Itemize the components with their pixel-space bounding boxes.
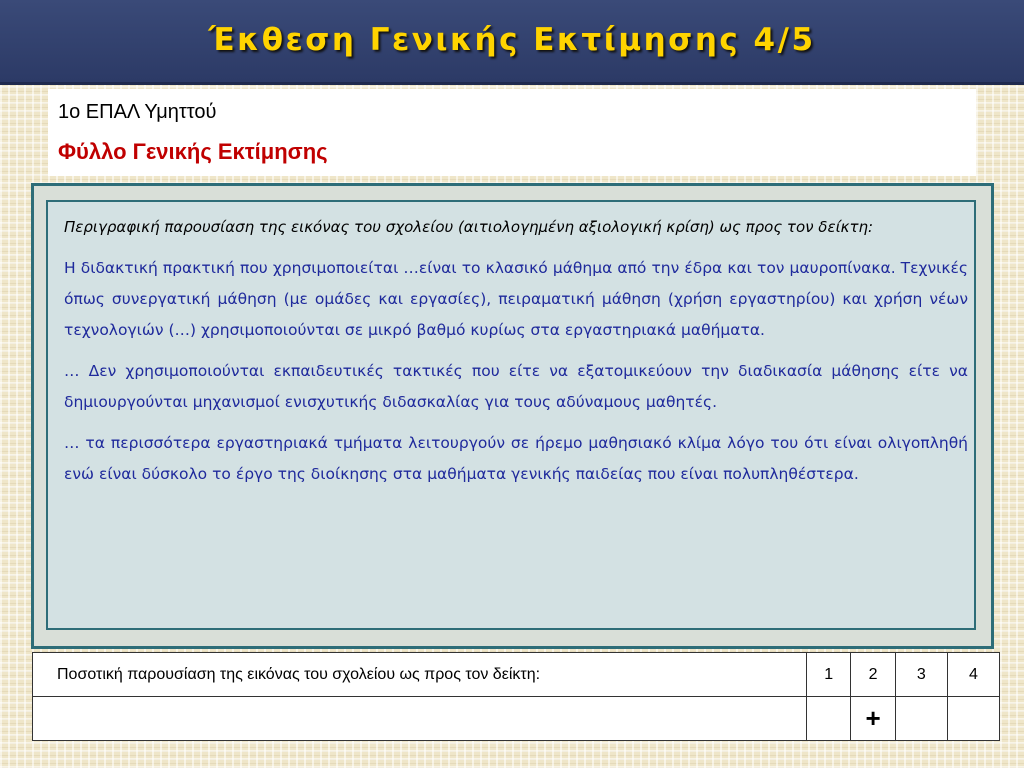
school-name: 1ο ΕΠΑΛ Υμηττού xyxy=(58,101,217,123)
rating-scale-4: 4 xyxy=(947,653,999,697)
rating-label: Ποσοτική παρουσίαση της εικόνας του σχολείου ως προς τον δείκτη: xyxy=(33,653,807,697)
description-paragraph-2: … Δεν χρησιμοποιούνται εκπαιδευτικές τακτικές που είτε να εξατομικεύουν την διαδικασία μάθησης είτε να δημιουργούνται μηχανισμοί ενισχυτικής διδασκαλίας για τους αδύναμους μαθητές. xyxy=(64,362,968,411)
slide-title: Έκθεση Γενικής Εκτίμησης 4/5 xyxy=(208,22,816,58)
rating-scale-3: 3 xyxy=(895,653,947,697)
rating-scale-1: 1 xyxy=(807,653,851,697)
rating-scale-2: 2 xyxy=(851,653,895,697)
rating-mark-2[interactable]: + xyxy=(851,697,895,741)
description-paragraph-3: … τα περισσότερα εργαστηριακά τμήματα λειτουργούν σε ήρεμο μαθησιακό κλίμα λόγο του ότι είναι ολιγοπληθή ενώ είναι δύσκολο το έργο της διοίκησης στα μαθήματα γενικής παιδείας που είναι πολυπληθέστερα. xyxy=(64,434,968,483)
rating-mark-label-cell xyxy=(33,697,807,741)
description-paragraph-1: Η διδακτική πρακτική που χρησιμοποιείται …είναι το κλασικό μάθημα από την έδρα και τον μαυροπίνακα. Τεχνικές όπως συνεργατική μάθηση (με ομάδες και εργασίες), πειραματική μάθηση (χρήση εργαστηρίου) και χρήση νέων τεχνολογιών (…) χρησιμοποιούνται σε μικρό βαθμό κυρίως στα εργαστηριακά μαθήματα. xyxy=(64,259,968,339)
rating-header-row xyxy=(33,653,1000,697)
description-intro: Περιγραφική παρουσίαση της εικόνας του σχολείου (αιτιολογημένη αξιολογική κρίση) ως προς τον δείκτη: xyxy=(64,218,874,236)
rating-mark-row xyxy=(33,697,1000,741)
title-bar xyxy=(0,0,1024,85)
rating-mark-1[interactable] xyxy=(807,697,851,741)
sheet-title: Φύλλο Γενικής Εκτίμησης xyxy=(58,139,328,164)
rating-table xyxy=(32,652,1000,741)
description-panel xyxy=(46,200,976,630)
rating-mark-3[interactable] xyxy=(895,697,947,741)
rating-mark-4[interactable] xyxy=(947,697,999,741)
header-box xyxy=(48,89,976,176)
description-frame xyxy=(31,183,994,649)
